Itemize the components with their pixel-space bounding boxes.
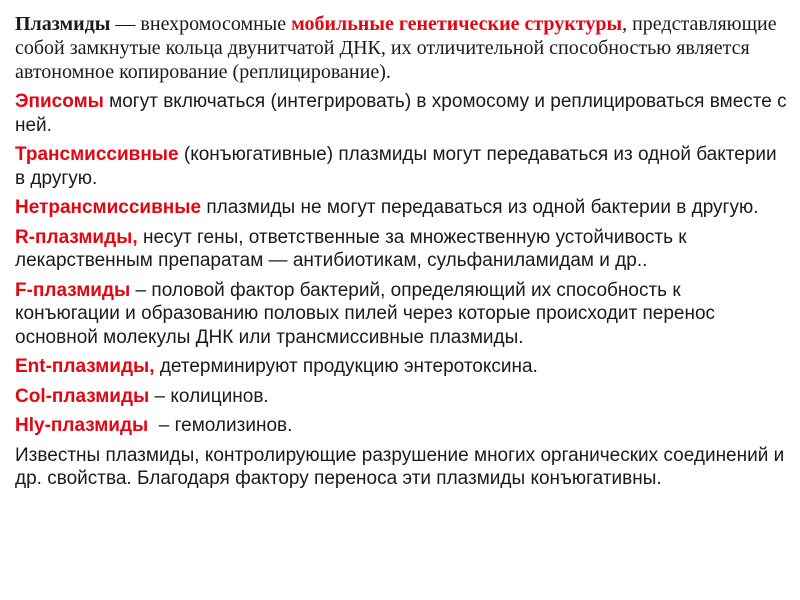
paragraph-f-plasmids (15, 279, 790, 350)
term-hly-plasmids: Hly-плазмиды (15, 415, 149, 436)
text-segment: – половой фактор бактерий, определяющий их способность к конъюгации и образованию половых пилей через которые происходит перенос основной молекулы ДНК или трансмиссивные плазмиды. (15, 279, 716, 348)
term-col-plasmids: Col-плазмиды (15, 385, 150, 407)
paragraph-non-transmissible (15, 196, 790, 220)
paragraph-r-plasmids (15, 226, 790, 273)
text-segment: плазмиды не могут передаваться из одной бактерии в другую. (201, 197, 759, 218)
paragraph-col-plasmids (15, 385, 790, 409)
text-segment: (конъюгативные) плазмиды могут передаваться из одной бактерии в другую. (15, 144, 777, 189)
paragraph-hly-plasmids (15, 414, 790, 438)
text-segment: – гемолизинов. (148, 415, 293, 436)
term-plasmids: Плазмиды (15, 13, 111, 35)
term-episomes: Эписомы (15, 91, 104, 112)
text-segment: несут гены, ответственные за множественную устойчивость к лекарственным препаратам — антибиотикам, сульфаниламидам и др.. (15, 226, 687, 271)
term-transmissible: Трансмиссивные (15, 144, 179, 165)
term-mobile-genetic-structures: мобильные генетические структуры (291, 13, 623, 35)
text-segment: — внехромосомные (110, 13, 292, 35)
text-segment: могут включаться (интегрировать) в хромосому и реплицироваться вместе с ней. (15, 91, 787, 136)
term-r-plasmids: R-плазмиды, (15, 226, 138, 248)
paragraph-plasmids-definition (15, 12, 790, 84)
text-segment: детерминируют продукцию энтеротоксина. (154, 356, 538, 377)
paragraph-episomes (15, 90, 790, 137)
paragraph-known-plasmids (15, 444, 790, 491)
text-segment: , представляющие собой замкнутые кольца двунитчатой ДНК, их отличительной способностью является автономное копирование (реплицирование). (15, 13, 777, 83)
term-f-plasmids: F-плазмиды (15, 279, 131, 301)
term-non-transmissible: Нетрансмиссивные (15, 197, 202, 218)
paragraph-transmissible (15, 143, 790, 190)
text-segment: Известны плазмиды, контролирующие разрушение многих органических соединений и др. свойства. Благодаря фактору переноса эти плазмиды конъюгативны. (15, 444, 785, 489)
text-segment: – колицинов. (149, 385, 269, 407)
paragraph-ent-plasmids (15, 355, 790, 379)
slide-content (15, 12, 790, 497)
term-ent-plasmids: Ent-плазмиды, (15, 356, 155, 377)
